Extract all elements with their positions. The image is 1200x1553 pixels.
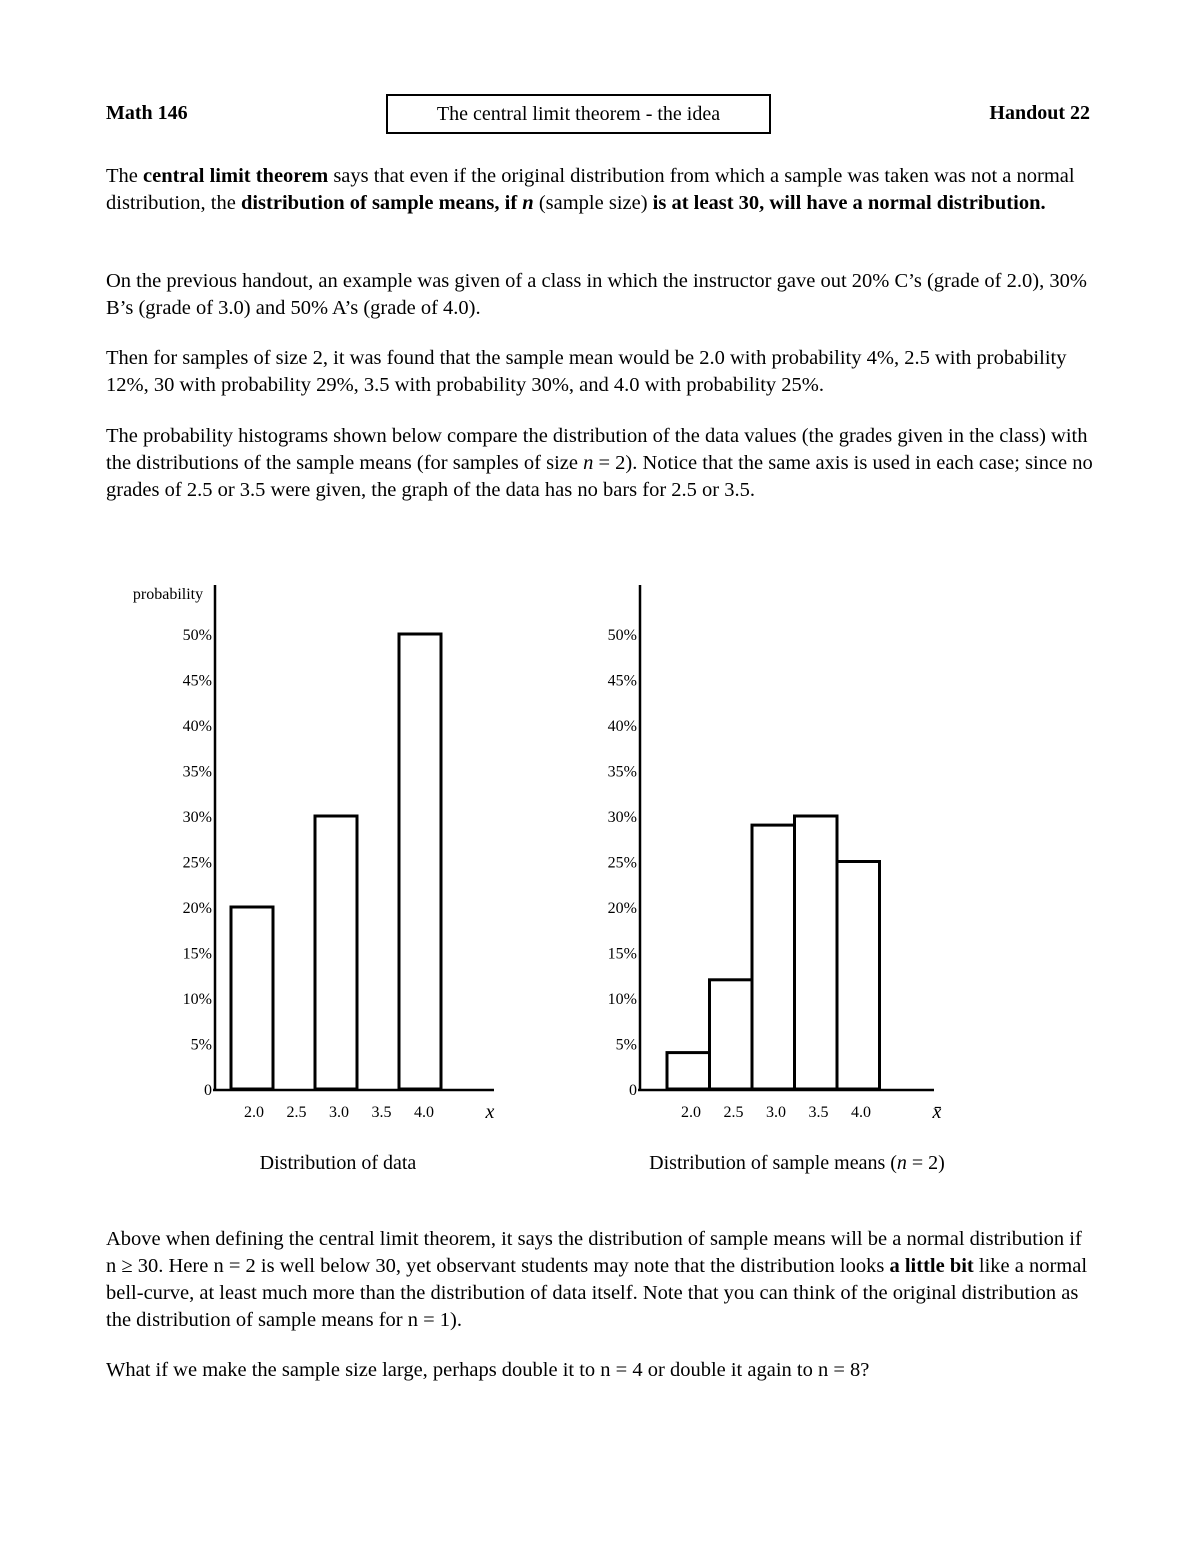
histogram-bar [667, 1053, 710, 1089]
x-variable-label: x [485, 1101, 495, 1123]
x-tick-label: 3.0 [329, 1104, 349, 1121]
p1-bold-sample-means: distribution of sample means [240, 192, 495, 214]
y-tick-label: 40% [607, 718, 637, 735]
y-tick-label: 15% [182, 945, 212, 963]
y-tick-label: 50% [182, 627, 212, 644]
paragraph-definition [106, 163, 1096, 217]
y-tick-label: 15% [607, 945, 637, 963]
header [106, 94, 1090, 134]
paragraph-question: What if we make the sample size large, perhaps double it to n = 4 or double it again to n = 8? [106, 1359, 870, 1381]
p4-text-2: = 2). Notice that the same axis is used in each case; since no grades of 2.5 or 3.5 were given, the graph of the data has no bars for 2.5 or 3.5. [106, 452, 1093, 501]
x-tick-label: 4.0 [414, 1104, 434, 1121]
chart-title: Distribution of sample means (n = 2) [649, 1152, 945, 1174]
y-tick-label: 10% [182, 991, 212, 1008]
course-label: Math 146 [106, 102, 188, 124]
x-tick-label: 3.5 [371, 1104, 392, 1121]
chart-distribution-of-sample-means [608, 585, 945, 1174]
histograms-figure [0, 570, 1200, 1190]
x-tick-label: 2.5 [286, 1104, 307, 1121]
y-tick-label: 20% [182, 900, 212, 917]
histogram-bar [399, 634, 441, 1089]
x-tick-label: 2.5 [723, 1104, 744, 1121]
p1-text-3: (sample size) [533, 192, 653, 214]
histogram-bar [752, 825, 795, 1089]
p4-var-n: n [583, 452, 594, 474]
y-tick-label: 30% [182, 809, 212, 826]
y-tick-label: 0 [629, 1082, 637, 1099]
y-tick-label: 50% [607, 627, 637, 644]
chart-title: Distribution of data [259, 1152, 417, 1174]
p1-bold-term: central limit theorem [143, 165, 329, 187]
paragraph-histograms [106, 423, 1096, 504]
y-tick-label: 45% [182, 672, 212, 690]
x-tick-label: 4.0 [851, 1104, 871, 1121]
x-tick-label: 3.0 [766, 1104, 786, 1121]
y-tick-label: 25% [607, 854, 637, 872]
paragraph-example: On the previous handout, an example was given of a class in which the instructor gave out 20% C’s (grade of 2.0), 30% B’s (grade of 3.0) and 50% A’s (grade of 4.0). [106, 270, 1087, 319]
histogram-bar [231, 907, 273, 1089]
p1-bold-if: , if [494, 192, 523, 214]
paragraph-discussion [106, 1226, 1096, 1334]
histogram-bar [795, 816, 838, 1089]
p1-text-2: says that even if the original distribution from which a sample was taken was not a normal distribution, the [106, 165, 1075, 214]
y-tick-label: 30% [607, 809, 637, 826]
p5-bold-little-bit: a little bit [889, 1255, 974, 1277]
paragraph-samples: Then for samples of size 2, it was found that the sample mean would be 2.0 with probability 4%, 2.5 with probability 12%, 30 with probability 29%, 3.5 with probability 30%, and 4.0 with probability 25%. [106, 347, 1067, 396]
y-tick-label: 35% [182, 763, 212, 781]
x-tick-label: 2.0 [681, 1104, 701, 1121]
chart-distribution-of-data [133, 585, 495, 1174]
p1-var-n: n [522, 192, 534, 214]
x-variable-label: x̄ [932, 1101, 942, 1123]
p1-bold-conclusion: is at least 30, will have a normal distribution. [652, 192, 1046, 214]
p1-text-1: The [106, 165, 143, 187]
y-axis-title: probability [132, 586, 204, 603]
p4-text-1: The probability histograms shown below compare the distribution of the data values (the grades given in the class) with the distributions of the sample means (for samples of size [106, 425, 1088, 474]
y-tick-label: 35% [607, 763, 637, 781]
handout-title: The central limit theorem - the idea [386, 94, 771, 134]
y-tick-label: 5% [190, 1036, 212, 1054]
y-tick-label: 20% [607, 900, 637, 917]
y-tick-label: 25% [182, 854, 212, 872]
histogram-bar [315, 816, 357, 1089]
x-tick-label: 3.5 [808, 1104, 829, 1121]
p5-text-2: like a normal bell-curve, at least much more than the distribution of data itself. Note that you can think of the original distribution as the distribution of sample means for n = 1). [106, 1255, 1088, 1331]
y-tick-label: 40% [182, 718, 212, 735]
y-tick-label: 0 [204, 1082, 212, 1099]
y-tick-label: 45% [607, 672, 637, 690]
p5-text-1: Above when defining the central limit theorem, it says the distribution of sample means will be a normal distribution if n ≥ 30. Here n = 2 is well below 30, yet observant students may note that the distribution looks [106, 1228, 1082, 1277]
x-tick-label: 2.0 [244, 1104, 264, 1121]
histogram-bar [837, 862, 880, 1090]
y-tick-label: 5% [615, 1036, 637, 1054]
histogram-bar [710, 980, 753, 1089]
handout-number: Handout 22 [989, 102, 1090, 124]
y-tick-label: 10% [607, 991, 637, 1008]
